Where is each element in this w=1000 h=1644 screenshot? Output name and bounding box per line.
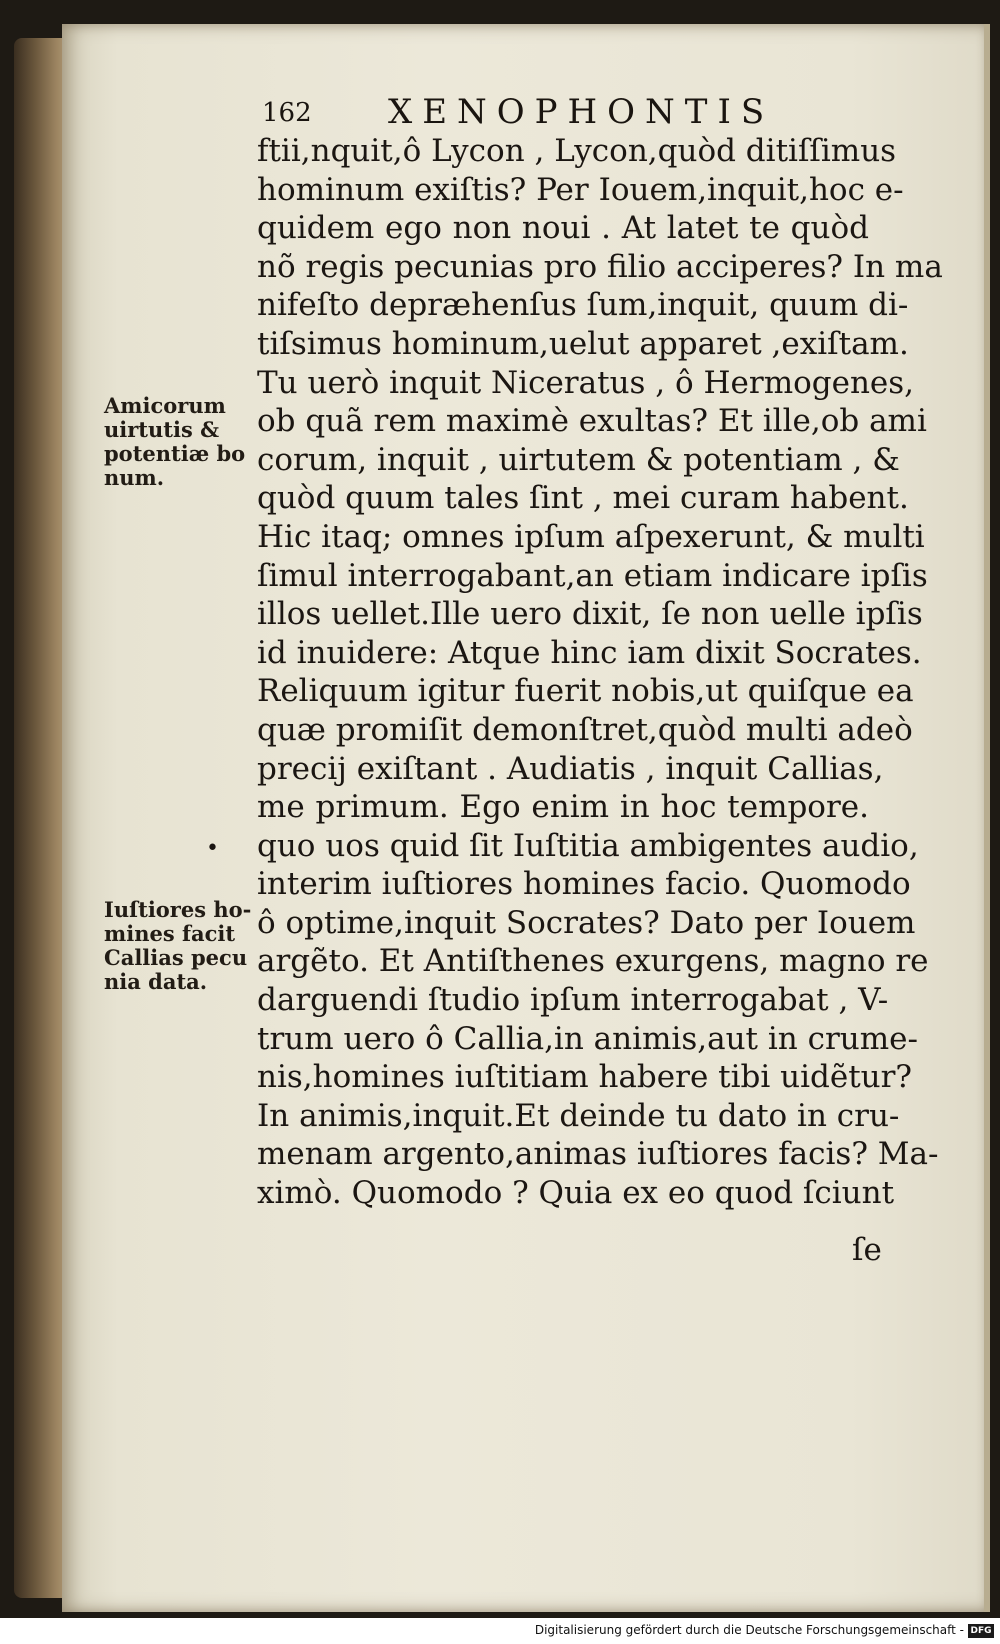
text-line: ſimul interrogabant,an etiam indicare ipſis	[257, 557, 928, 594]
text-line: Tu uerò inquit Niceratus , ô Hermogenes,	[257, 364, 915, 401]
running-head: XENOPHONTIS	[388, 92, 775, 132]
text-line: Reliquum igitur fuerit nobis,ut quiſque ea	[257, 673, 914, 710]
marginal-note-line: Amicorum	[104, 393, 226, 418]
marginal-note-line: uirtutis &	[104, 417, 220, 442]
marginal-note-line: Callias pecu	[104, 945, 248, 970]
text-line: menam argento,animas iuſtiores facis? Ma-	[257, 1136, 939, 1173]
text-line: In animis,inquit.Et deinde tu dato in cru-	[257, 1097, 900, 1134]
marginal-note-line: mines facit	[104, 921, 236, 946]
marginal-note-line: potentiæ bo	[104, 441, 246, 466]
footer-bar	[0, 1618, 1000, 1644]
text-line: nifeſto depræhenſus ſum,inquit, quum di-	[257, 287, 909, 324]
marginal-note-line: nia data.	[104, 969, 208, 994]
text-line: corum, inquit , uirtutem & potentiam , &	[257, 441, 900, 478]
text-line: ob quã rem maximè exultas? Et ille,ob ami	[257, 403, 927, 440]
text-line: precij exiſtant . Audiatis , inquit Callias,	[257, 750, 884, 787]
text-line: illos uellet.Ille uero dixit, ſe non uelle ipſis	[257, 596, 923, 633]
text-line: argẽto. Et Antiſthenes exurgens, magno re	[257, 943, 929, 980]
funding-notice: Digitalisierung gefördert durch die Deutsche Forschungsgemeinschaft -	[534, 1623, 964, 1637]
body-text	[257, 132, 943, 1213]
text-line: ftii,nquit,ô Lycon , Lycon,quòd ditiſſimus	[257, 133, 897, 169]
text-line: darguendi ſtudio ipſum interrogabat , V-	[257, 982, 889, 1019]
text-line: me primum. Ego enim in hoc tempore.	[257, 789, 869, 826]
marginal-note	[104, 394, 254, 490]
text-line: tiſsimus hominum,uelut apparet ,exiſtam.	[257, 325, 909, 362]
marginal-note-line: Iuſtiores ho-	[104, 897, 252, 922]
text-line: ximò. Quomodo ? Quia ex eo quod ſciunt	[257, 1175, 895, 1212]
dfg-logo: DFG	[968, 1624, 994, 1638]
page-number: 162	[262, 98, 312, 128]
text-line: ô optime,inquit Socrates? Dato per Iouem	[257, 904, 916, 941]
text-line: hominum exiſtis? Per Iouem,inquit,hoc e-	[257, 171, 904, 208]
page-edge	[984, 24, 990, 1612]
text-line: quæ promiſit demonſtret,quòd multi adeò	[257, 711, 913, 748]
text-line: quòd quum tales ſint , mei curam habent.	[257, 480, 909, 517]
marginal-note-line: num.	[104, 465, 165, 490]
text-line: quo uos quid ſit Iuſtitia ambigentes audio,	[257, 827, 919, 864]
text-line: quidem ego non noui . At latet te quòd	[257, 210, 869, 247]
text-line: interim iuſtiores homines facio. Quomodo	[257, 866, 911, 903]
catchword: ſe	[852, 1232, 882, 1268]
text-line: nis,homines iuſtitiam habere tibi uidẽtur?	[257, 1059, 913, 1096]
page-header	[262, 92, 822, 136]
text-line: Hic itaq; omnes ipſum aſpexerunt, & multi	[257, 518, 925, 555]
text-line: trum uero ô Callia,in animis,aut in crume-	[257, 1020, 918, 1057]
marginal-bullet: •	[206, 836, 219, 861]
marginal-note	[104, 898, 254, 994]
text-line: id inuidere: Atque hinc iam dixit Socrates.	[257, 634, 922, 671]
text-line: nõ regis pecunias pro filio acciperes? In ma	[257, 248, 943, 285]
